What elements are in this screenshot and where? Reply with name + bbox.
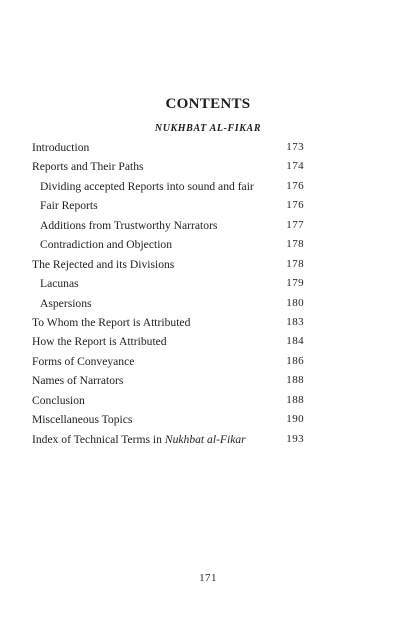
toc-entry-forms-of-conveyance <box>32 352 304 371</box>
table-of-contents <box>32 138 304 449</box>
toc-entry-label: The Rejected and its Divisions <box>32 257 175 271</box>
contents-heading: CONTENTS <box>165 96 251 112</box>
toc-entry-label: To Whom the Report is Attributed <box>32 315 191 329</box>
toc-entry-page: 178 <box>286 238 304 251</box>
page-number: 171 <box>199 572 217 584</box>
toc-entry-aspersions <box>32 294 304 313</box>
toc-entry-contradiction-and-objection <box>32 235 304 254</box>
toc-entry-label: Forms of Conveyance <box>32 354 135 368</box>
toc-entry-page: 176 <box>286 179 304 192</box>
toc-entry-page: 190 <box>286 413 304 426</box>
toc-entry-page: 188 <box>286 374 304 387</box>
toc-entry-label: Miscellaneous Topics <box>32 413 133 427</box>
toc-entry-page: 183 <box>286 315 304 328</box>
toc-entry-page: 179 <box>286 277 304 290</box>
toc-entry-reports-and-their-paths <box>32 157 304 176</box>
toc-entry-additions-from-trustworthy-narrators <box>32 216 304 235</box>
toc-entry-page: 186 <box>286 354 304 367</box>
toc-entry-label-italic: Nukhbat al-Fikar <box>164 432 246 446</box>
toc-entry-page: 178 <box>286 257 304 270</box>
toc-entry-page: 188 <box>286 393 304 406</box>
toc-entry-page: 174 <box>286 160 304 173</box>
toc-entry-page: 177 <box>286 218 304 231</box>
toc-entry-lacunas <box>32 274 304 293</box>
contents-subheading: NUKHBAT AL-FIKAR <box>154 123 262 134</box>
toc-entry-conclusion <box>32 391 304 410</box>
toc-entry-rejected-and-its-divisions <box>32 255 304 274</box>
toc-entry-label: How the Report is Attributed <box>32 335 167 349</box>
toc-entry-introduction <box>32 138 304 157</box>
toc-entry-names-of-narrators <box>32 371 304 390</box>
toc-entry-how-attributed <box>32 332 304 351</box>
toc-entry-dividing-accepted-reports <box>32 177 304 196</box>
toc-entry-page: 173 <box>286 141 304 153</box>
toc-entry-label: Contradiction and Objection <box>40 238 173 252</box>
toc-entry-label: Aspersions <box>40 296 92 310</box>
toc-entry-label: Additions from Trustworthy Narrators <box>40 218 218 232</box>
toc-entry-label: Reports and Their Paths <box>32 160 144 174</box>
toc-entry-fair-reports <box>32 196 304 215</box>
toc-entry-label: Dividing accepted Reports into sound and fair <box>40 179 254 193</box>
toc-entry-page: 193 <box>286 432 304 445</box>
toc-entry-to-whom-attributed <box>32 313 304 332</box>
toc-entry-page: 176 <box>286 199 304 212</box>
toc-entry-label: Lacunas <box>40 277 79 291</box>
toc-entry-page: 180 <box>286 296 304 309</box>
toc-entry-label: Conclusion <box>32 393 85 407</box>
toc-entry-label: Names of Narrators <box>32 374 124 388</box>
toc-entry-label: Introduction <box>32 141 90 154</box>
toc-entry-index-of-technical-terms <box>32 430 304 449</box>
toc-entry-miscellaneous-topics <box>32 410 304 429</box>
toc-entry-page: 184 <box>286 335 304 348</box>
toc-entry-label: Fair Reports <box>40 199 98 213</box>
toc-entry-label-roman: Index of Technical Terms in <box>32 432 165 446</box>
toc-entry-label <box>32 430 246 449</box>
